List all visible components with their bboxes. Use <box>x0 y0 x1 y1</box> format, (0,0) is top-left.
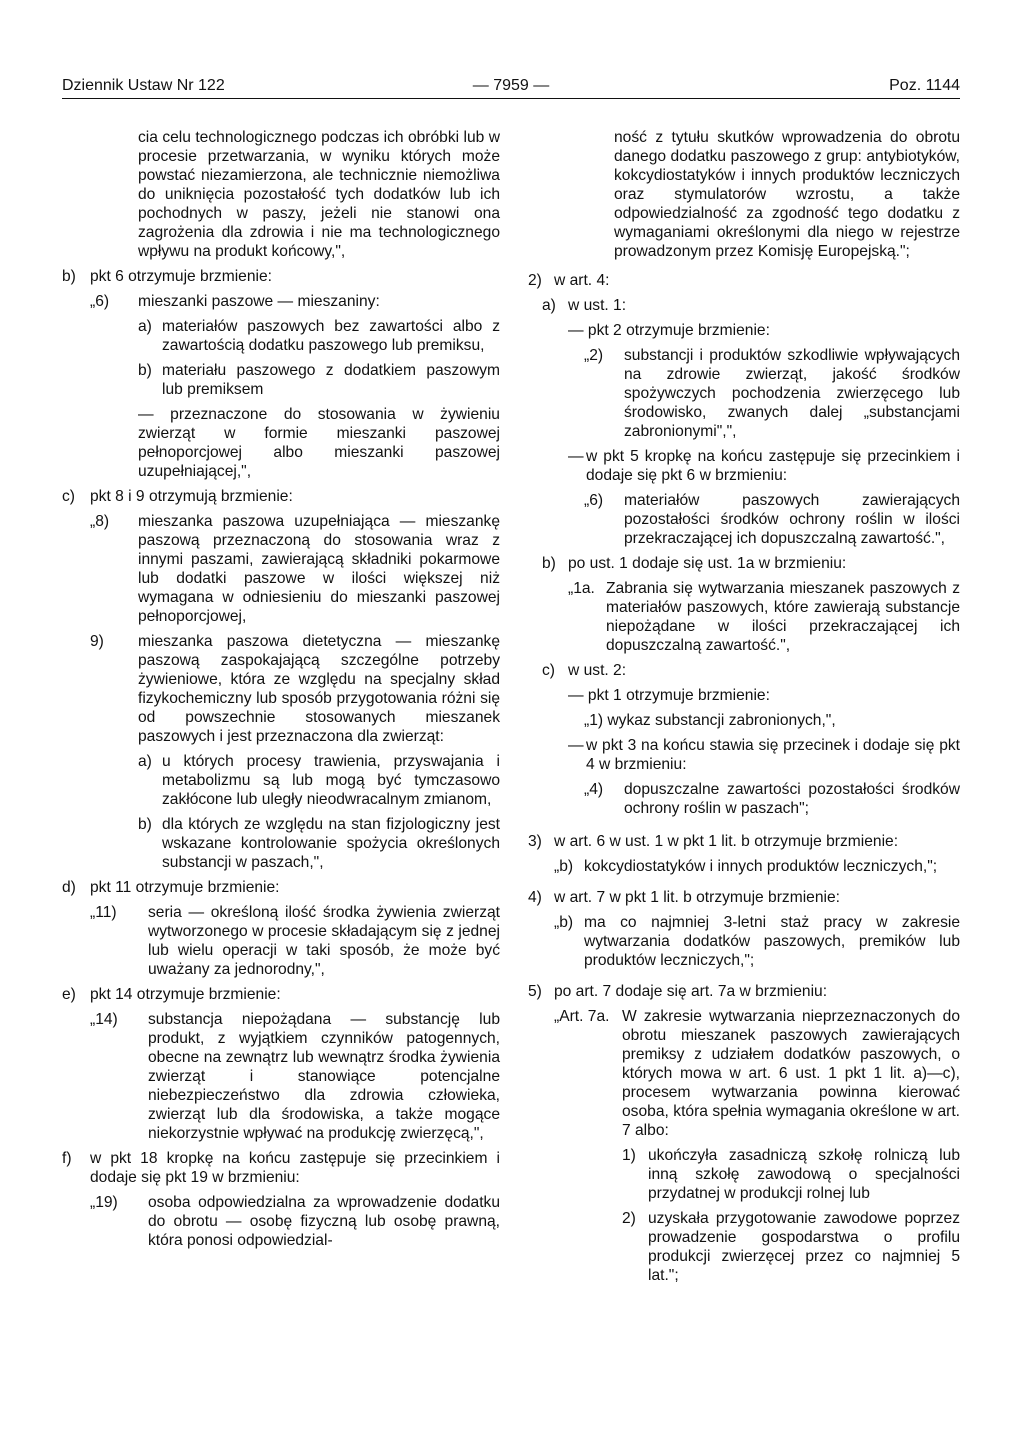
item-label: „b) <box>554 858 574 875</box>
item-label: b) <box>542 555 556 572</box>
item-label: „19) <box>90 1194 118 1211</box>
item-label: c) <box>542 662 555 679</box>
paragraph <box>584 780 960 818</box>
page-header <box>62 76 960 98</box>
left-column <box>62 128 500 1256</box>
paragraph <box>138 317 500 355</box>
paragraph-text: w art. 7 w pkt 1 lit. b otrzymuje brzmienie: <box>554 889 840 906</box>
paragraph <box>528 888 960 907</box>
paragraph <box>528 271 960 290</box>
paragraph-text: cia celu technologicznego podczas ich obróbki lub w procesie przetwarzania, w wyniku których może powstać niezamierzona, ale technicznie niemożliwa do uniknięcia pozostałość tych dodatków lub ich pochodnych w paszy, jeżeli nie stanowi ona zagrożenia dla zdrowia i nie ma technologicznego wpływu na produkt końcowy,", <box>138 129 500 260</box>
item-label: 2) <box>528 272 542 289</box>
paragraph <box>568 686 960 705</box>
paragraph <box>62 1149 500 1187</box>
paragraph <box>90 1193 500 1250</box>
paragraph-text: ukończyła zasadniczą szkołę rolniczą lub inną szkołę zawodową o specjalności przydatnej w produkcji rolnej lub <box>648 1147 960 1202</box>
paragraph-text: — przeznaczone do stosowania w żywieniu zwierząt w formie mieszanki paszowej pełnoporcjowej albo mieszanki paszowej uzupełniającej,", <box>138 406 500 480</box>
paragraph-text: w pkt 3 na końcu stawia się przecinek i dodaje się pkt 4 w brzmieniu: <box>586 737 960 773</box>
paragraph <box>622 1209 960 1285</box>
item-label: „2) <box>584 347 604 364</box>
paragraph-text: pkt 6 otrzymuje brzmienie: <box>90 268 272 285</box>
paragraph <box>554 857 960 876</box>
item-label: 4) <box>528 889 542 906</box>
paragraph <box>138 405 500 481</box>
paragraph-text: kokcydiostatyków i innych produktów leczniczych,"; <box>584 858 938 875</box>
paragraph <box>62 267 500 286</box>
paragraph <box>90 1010 500 1143</box>
item-label: „6) <box>90 293 110 310</box>
item-label: 9) <box>90 633 104 650</box>
item-label: „1a. <box>568 580 595 597</box>
paragraph <box>90 292 500 311</box>
paragraph <box>622 1146 960 1203</box>
paragraph-text: mieszanka paszowa dietetyczna — mieszankę paszową zaspokajającą szczególne potrzeby żywieniowe, która ze względu na specjalny skład fizykochemiczny lub sposób przygotowania różni się od powszechnie stosowanych mieszanek paszowych i jest przeznaczona dla zwierząt: <box>138 633 500 745</box>
item-label: — <box>568 448 584 465</box>
item-label: b) <box>62 268 76 285</box>
paragraph-text: pkt 14 otrzymuje brzmienie: <box>90 986 281 1003</box>
paragraph <box>528 832 960 851</box>
page-number: — 7959 — <box>472 77 550 94</box>
header-rule <box>62 98 960 99</box>
item-label: „b) <box>554 914 574 931</box>
paragraph-text: mieszanki paszowe — mieszaniny: <box>138 293 380 310</box>
item-label: „4) <box>584 781 604 798</box>
paragraph <box>62 985 500 1004</box>
paragraph-text: W zakresie wytwarzania nieprzeznaczonych do obrotu mieszanek paszowych zawierających premiksy z udziałem dodatków paszowych, o których mowa w art. 6 ust. 1 pkt 1 lit. a)—c), procesem wytwarzania powinna kierować osoba, która spełnia wymagania określone w art. 7 albo: <box>622 1008 960 1139</box>
paragraph <box>554 1007 960 1140</box>
paragraph <box>614 128 960 261</box>
paragraph-text: dopuszczalne zawartości pozostałości środków ochrony roślin w paszach"; <box>624 781 960 817</box>
paragraph-text: materiału paszowego z dodatkiem paszowym lub premiksem <box>162 362 500 398</box>
paragraph-text: materiałów paszowych bez zawartości albo z zawartością dodatku paszowego lub premiksu, <box>162 318 500 354</box>
paragraph <box>138 128 500 261</box>
item-label: 3) <box>528 833 542 850</box>
right-column <box>528 128 960 1291</box>
paragraph <box>90 512 500 626</box>
item-label: d) <box>62 879 76 896</box>
journal-title: Dziennik Ustaw Nr 122 <box>62 77 225 94</box>
paragraph-text: w pkt 5 kropkę na końcu zastępuje się przecinkiem i dodaje się pkt 6 w brzmieniu: <box>586 448 960 484</box>
item-label: b) <box>138 362 152 379</box>
item-label: a) <box>542 297 556 314</box>
position-number: Poz. 1144 <box>889 77 960 94</box>
paragraph <box>542 554 960 573</box>
item-label: „11) <box>90 904 117 921</box>
paragraph-text: w ust. 1: <box>568 297 627 314</box>
paragraph <box>528 982 960 1001</box>
paragraph <box>554 913 960 970</box>
item-label: e) <box>62 986 76 1003</box>
item-label: „14) <box>90 1011 118 1028</box>
item-label: 5) <box>528 983 542 1000</box>
paragraph-text: pkt 11 otrzymuje brzmienie: <box>90 879 280 896</box>
paragraph-text: w pkt 18 kropkę na końcu zastępuje się przecinkiem i dodaje się pkt 19 w brzmieniu: <box>90 1150 500 1186</box>
item-label: 1) <box>622 1147 636 1164</box>
paragraph <box>90 632 500 746</box>
paragraph-text: po art. 7 dodaje się art. 7a w brzmieniu: <box>554 983 828 1000</box>
paragraph <box>584 346 960 441</box>
paragraph <box>584 491 960 548</box>
item-label: „8) <box>90 513 110 530</box>
paragraph-text: w art. 4: <box>554 272 610 289</box>
paragraph-text: osoba odpowiedzialna za wprowadzenie dodatku do obrotu — osobę fizyczną lub osobę prawną, która ponosi odpowiedzial- <box>148 1194 500 1249</box>
paragraph-text: dla których ze względu na stan fizjologiczny jest wskazane kontrolowanie spożycia określonych substancji w paszach,", <box>162 816 500 871</box>
item-label: c) <box>62 488 75 505</box>
paragraph-text: seria — określoną ilość środka żywienia zwierząt wytworzonego w procesie składającym się z jednej lub wielu operacji w taki sposób, że może być uważany za jednorodny,", <box>148 904 500 978</box>
item-label: a) <box>138 318 152 335</box>
paragraph-text: Zabrania się wytwarzania mieszanek paszowych z materiałów paszowych, które zawierają substancje niepożądane w ilości przekraczającej ich dopuszczalną zawartość.", <box>606 580 960 654</box>
paragraph-text: „1) wykaz substancji zabronionych,", <box>584 712 836 729</box>
paragraph <box>542 661 960 680</box>
paragraph <box>138 815 500 872</box>
item-label: a) <box>138 753 152 770</box>
paragraph-text: w ust. 2: <box>568 662 627 679</box>
paragraph-text: ma co najmniej 3-letni staż pracy w zakresie wytwarzania dodatków paszowych, premików lub produktów leczniczych,"; <box>584 914 960 969</box>
item-label: „Art. 7a. <box>554 1008 610 1025</box>
paragraph <box>568 321 960 340</box>
paragraph <box>542 296 960 315</box>
paragraph-text: mieszanka paszowa uzupełniająca — mieszankę paszową przeznaczoną do stosowania wraz z innymi paszami, zawierającą składniki pokarmowe lub dodatki paszowe w ilości większej niż wymagana w odniesieniu do mieszanki paszowej pełnoporcjowej, <box>138 513 500 625</box>
item-label: „6) <box>584 492 604 509</box>
paragraph <box>138 752 500 809</box>
paragraph <box>62 878 500 897</box>
item-label: — <box>568 737 584 754</box>
paragraph <box>62 487 500 506</box>
paragraph-text: po ust. 1 dodaje się ust. 1a w brzmieniu: <box>568 555 847 572</box>
paragraph-text: uzyskała przygotowanie zawodowe poprzez prowadzenie gospodarstwa o profilu produkcji zwierzęcej przez co najmniej 5 lat."; <box>648 1210 960 1284</box>
paragraph <box>568 736 960 774</box>
paragraph <box>584 711 960 730</box>
item-label: f) <box>62 1150 72 1167</box>
paragraph <box>568 579 960 655</box>
paragraph-text: w art. 6 w ust. 1 w pkt 1 lit. b otrzymuje brzmienie: <box>554 833 899 850</box>
paragraph-text: substancji i produktów szkodliwie wpływających na zdrowie zwierząt, jakość środków spożywczych pochodzenia zwierzęcego lub środowisko, zwanych dalej „substancjami zabronionymi",", <box>624 347 960 440</box>
paragraph-text: ność z tytułu skutków wprowadzenia do obrotu danego dodatku paszowego z grup: antybiotyków, kokcydiostatyków i innych produktów leczniczych oraz stymulatorów wzrostu, a także odpowiedzialność za zgodność tego dodatku z wymaganiami określonymi dla niego w rejestrze prowadzonym przez Komisję Europejską."; <box>614 129 960 260</box>
paragraph-text: pkt 8 i 9 otrzymują brzmienie: <box>90 488 293 505</box>
paragraph-text: substancja niepożądana — substancję lub produkt, z wyjątkiem czynników patogennych, obecne na zewnątrz lub wewnątrz środka żywienia zwierząt i stanowiące potencjalne niebezpieczeństwo dla zdrowia człowieka, zwierząt lub dla środowiska, a także mogące niekorzystnie wpływać na produkcję zwierzęcą,", <box>148 1011 500 1142</box>
paragraph-text: materiałów paszowych zawierających pozostałości środków ochrony roślin w ilości przekraczającej ich dopuszczalną zawartość.", <box>624 492 960 547</box>
paragraph <box>90 903 500 979</box>
paragraph-text: — pkt 1 otrzymuje brzmienie: <box>568 687 770 704</box>
item-label: b) <box>138 816 152 833</box>
paragraph <box>568 447 960 485</box>
paragraph-text: u których procesy trawienia, przyswajania i metabolizmu są lub mogą być tymczasowo zakłócone lub uległy nieodwracalnym zmianom, <box>162 753 500 808</box>
item-label: 2) <box>622 1210 636 1227</box>
paragraph-text: — pkt 2 otrzymuje brzmienie: <box>568 322 770 339</box>
paragraph <box>138 361 500 399</box>
